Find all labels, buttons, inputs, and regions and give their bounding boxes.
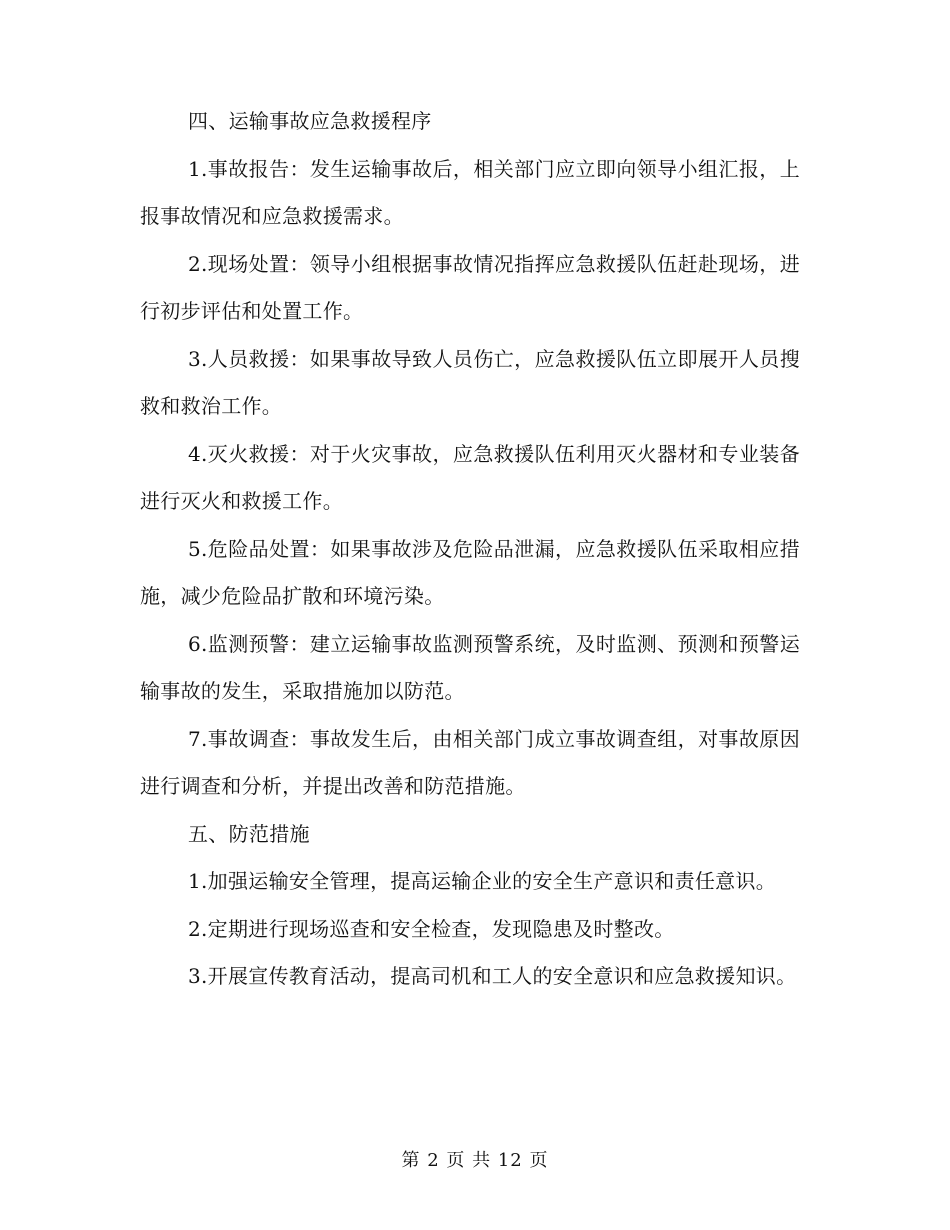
paragraph-fire-rescue: 4.灭火救援：对于火灾事故，应急救援队伍利用灭火器材和专业装备进行灭火和救援工作。 [140,441,800,513]
paragraph-site-handling: 2.现场处置：领导小组根据事故情况指挥应急救援队伍赶赴现场，进行初步评估和处置工作。 [140,251,800,323]
paragraph-safety-management: 1.加强运输安全管理，提高运输企业的安全生产意识和责任意识。 [188,869,777,893]
paragraph-monitoring-warning: 6.监测预警：建立运输事故监测预警系统，及时监测、预测和预警运输事故的发生，采取措施加以防范。 [140,631,800,703]
document-body [140,98,800,1001]
paragraph-site-inspection: 2.定期进行现场巡查和安全检查，发现隐患及时整改。 [188,916,675,941]
paragraph-accident-investigation: 7.事故调查：事故发生后，由相关部门成立事故调查组，对事故原因进行调查和分析，并提出改善和防范措施。 [140,726,800,798]
paragraph-education-campaign: 3.开展宣传教育活动，提高司机和工人的安全意识和应急救援知识。 [188,964,797,988]
paragraph-hazmat-handling: 5.危险品处置：如果事故涉及危险品泄漏，应急救援队伍采取相应措施，减少危险品扩散和环境污染。 [140,536,800,608]
section-heading-procedure: 四、运输事故应急救援程序 [188,109,432,133]
section-heading-prevention: 五、防范措施 [188,821,310,846]
paragraph-personnel-rescue: 3.人员救援：如果事故导致人员伤亡，应急救援队伍立即展开人员搜救和救治工作。 [140,346,800,418]
paragraph-accident-report: 1.事故报告：发生运输事故后，相关部门应立即向领导小组汇报，上报事故情况和应急救援需求。 [140,156,800,228]
page-footer: 第 2 页 共 12 页 [401,1150,549,1171]
